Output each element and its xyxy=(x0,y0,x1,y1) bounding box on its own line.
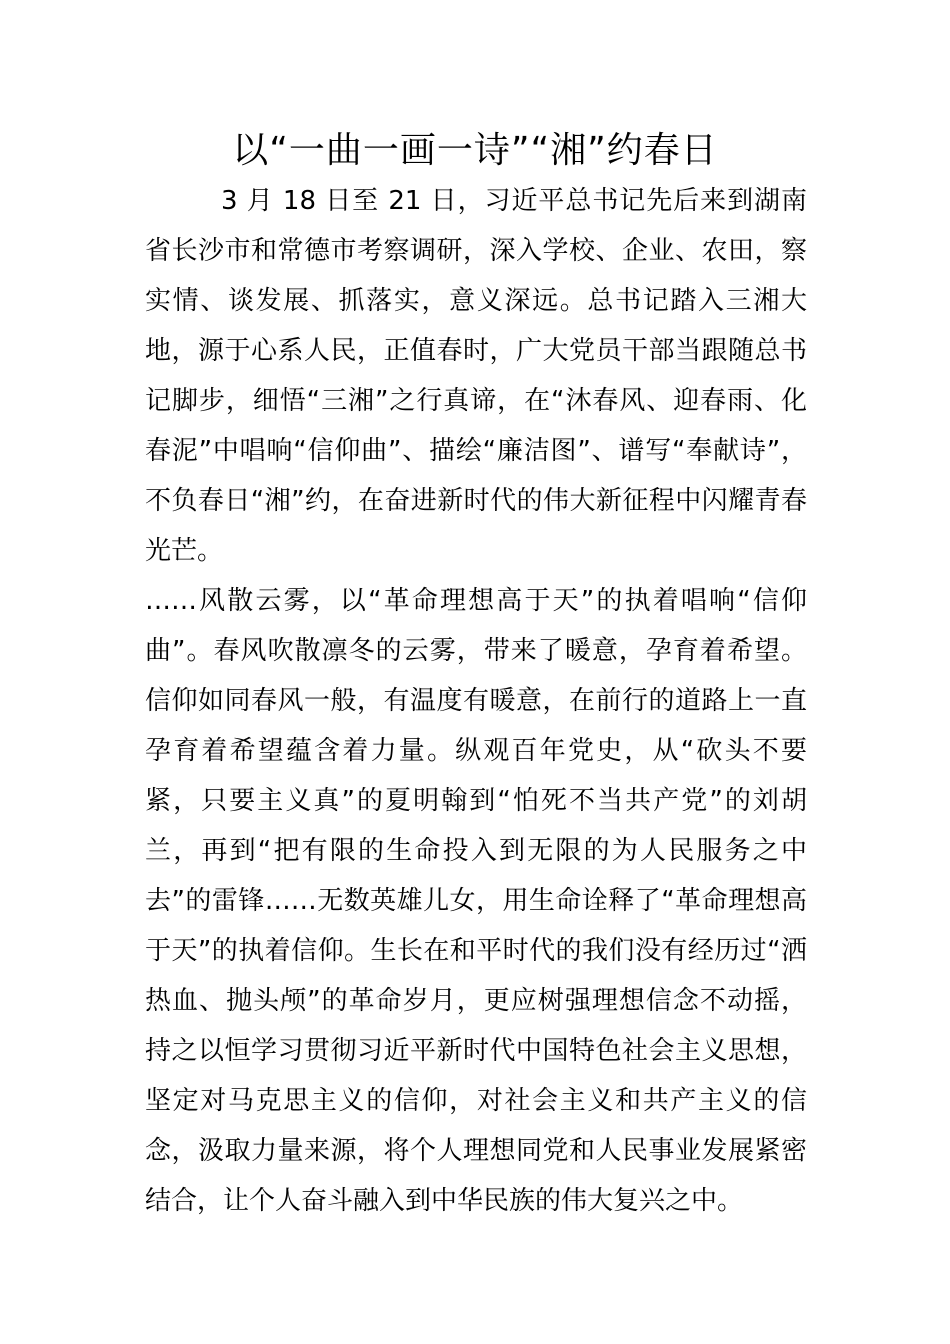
document-title: 以“一曲一画一诗”“湘”约春日 xyxy=(232,130,718,171)
paragraph-intro: 3 月 18 日至 21 日，习近平总书记先后来到湖南省长沙市和常德市考察调研，深入学校、企业、农田，察实情、谈发展、抓落实，意义深远。总书记踏入三湘大地，源于心系人民，正值春时，广大党员干部当跟随总书记脚步，细悟“三湘”之行真谛，在“沐春风、迎春雨、化春泥”中唱响“信仰曲”、描绘“廉洁图”、谱写“奉献诗”，不负春日“湘”约，在奋进新时代的伟大新征程中闪耀青春光芒。 xyxy=(145,186,807,566)
document-body xyxy=(145,176,807,1226)
paragraph-faith-song: ……风散云雾，以“革命理想高于天”的执着唱响“信仰曲”。春风吹散凛冬的云雾，带来了暖意，孕育着希望。信仰如同春风一般，有温度有暖意，在前行的道路上一直孕育着希望蕴含着力量。纵观百年党史，从“砍头不要紧，只要主义真”的夏明翰到“怕死不当共产党”的刘胡兰，再到“把有限的生命投入到无限的为人民服务之中去”的雷锋……无数英雄儿女，用生命诠释了“革命理想高于天”的执着信仰。生长在和平时代的我们没有经历过“洒热血、抛头颅”的革命岁月，更应树强理想信念不动摇，持之以恒学习贯彻习近平新时代中国特色社会主义思想，坚定对马克思主义的信仰，对社会主义和共产主义的信念，汲取力量来源，将个人理想同党和人民事业发展紧密结合，让个人奋斗融入到中华民族的伟大复兴之中。 xyxy=(145,586,807,1216)
